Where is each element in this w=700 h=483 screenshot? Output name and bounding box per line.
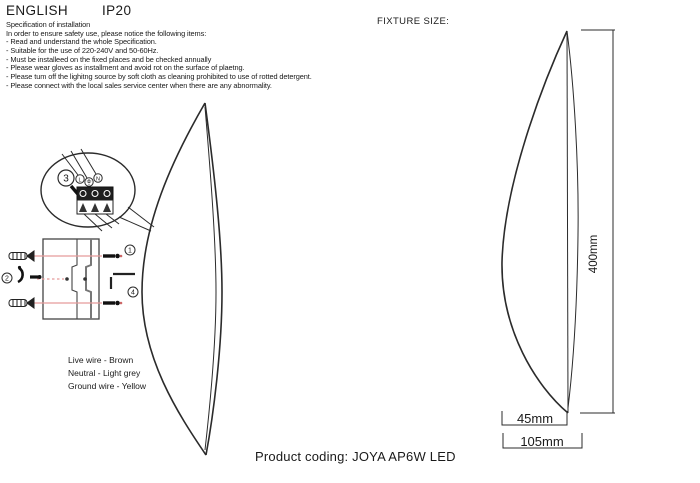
neutral-terminal-label: N: [96, 176, 100, 183]
fixture-side-drawing: [502, 31, 578, 413]
language-label: ENGLISH: [6, 3, 69, 18]
step-1-marker: [125, 245, 135, 255]
step-2-marker: [2, 273, 12, 283]
spec-item: - Must be installeed on the fixed places and be checked annually: [6, 54, 212, 64]
screw-icon: [103, 301, 120, 306]
spec-title: Specification of installation: [6, 20, 91, 29]
step-2-number: 2: [5, 275, 9, 283]
wall-anchor-icon: [9, 298, 34, 308]
spec-item: - Suitable for the use of 220-240V and 50-60Hz.: [6, 45, 159, 55]
height-dimension: [580, 30, 615, 413]
ground-wire-label: Ground wire - Yellow: [68, 381, 146, 391]
step-4-number: 4: [131, 289, 135, 297]
step-1-number: 1: [128, 247, 132, 255]
step-3-number: 3: [63, 173, 69, 185]
live-wire-label: Live wire - Brown: [68, 355, 134, 365]
height-dimension-label: 400mm: [588, 234, 600, 274]
spec-item: - Read and understand the whole Specification.: [6, 37, 157, 47]
fixture-front-drawing: [142, 103, 222, 455]
mounting-bracket-drawing: [43, 239, 99, 319]
terminal-block-icon: [77, 187, 119, 231]
spec-intro: In order to ensure safety use, please notice the following items:: [6, 28, 207, 38]
product-coding: Product coding: JOYA AP6W LED: [255, 449, 456, 464]
depth-105-label: 105mm: [520, 434, 564, 449]
step-4-marker: [128, 287, 138, 297]
spec-item: - Please tum off the lighitng source by soft cloth as cleaning prohibited to use of rotted detergent.: [6, 71, 312, 81]
live-terminal-label: L: [78, 177, 82, 184]
ip-rating-label: IP20: [102, 3, 132, 18]
spec-item: - Please wear gloves as installment and avoid rot on the surface of plaetng.: [6, 63, 245, 73]
fixture-size-label: FIXTURE SIZE:: [377, 16, 450, 27]
screw-icon: [103, 254, 120, 259]
depth-45-label: 45mm: [516, 411, 554, 426]
neutral-wire-label: Neutral - Light grey: [68, 368, 141, 378]
spec-item: - Please connect with the local sales service center when there are any abnormality.: [6, 80, 272, 90]
wall-anchor-icon: [9, 251, 34, 261]
